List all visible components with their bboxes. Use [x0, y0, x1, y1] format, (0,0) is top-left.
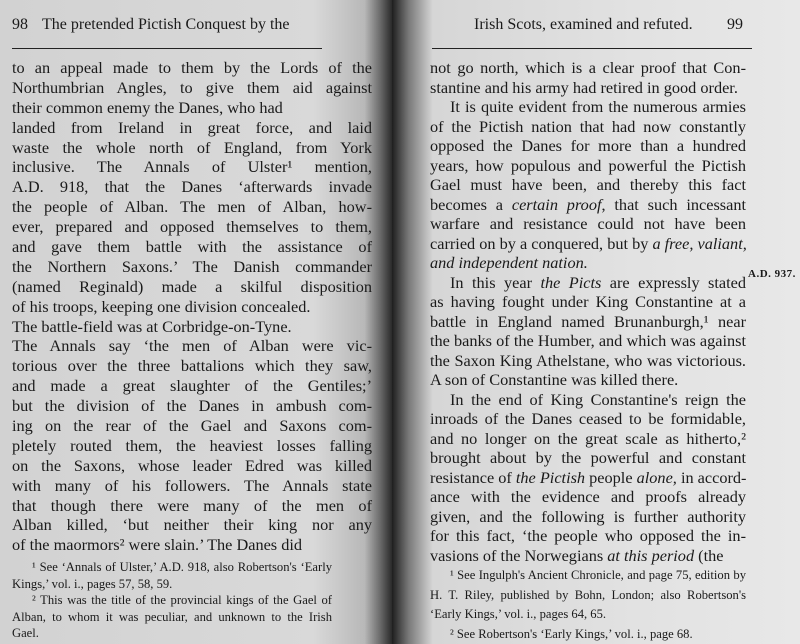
text-line — [12, 277, 372, 297]
italic-text: certain proof — [511, 194, 602, 214]
header-rule — [12, 48, 322, 49]
italic-text: at this period — [607, 545, 695, 565]
text-line — [12, 535, 372, 555]
text-segment: ance with the evidence and proofs already — [430, 487, 746, 506]
text-segment: and no longer on the great scale as hitherto,² — [430, 428, 746, 448]
running-head: The pretended Pictish Conquest by the — [42, 16, 290, 33]
text-line — [430, 526, 746, 546]
text-line — [430, 468, 746, 488]
text-segment: warfare and resistance could not have been — [430, 214, 746, 233]
text-line — [12, 436, 372, 456]
text-segment: that though there were many of the men of — [12, 495, 372, 515]
text-segment: given, and the following is further authority — [430, 506, 746, 526]
text-segment: the people of Alban. The men of Alban, how- — [12, 197, 372, 217]
text-segment: stantine and his army had retired in good order. — [430, 77, 738, 97]
text-segment: torious over the three battalions which they saw, — [12, 356, 372, 376]
text-line — [12, 496, 372, 516]
text-line — [430, 312, 746, 332]
body-text — [12, 58, 372, 555]
text-line — [12, 456, 372, 476]
text-segment: In this year — [450, 272, 541, 292]
text-segment: as having fought under King Constantine at a — [430, 292, 746, 311]
text-segment: A.D. 918, that the Danes ‘afterwards invade — [12, 177, 372, 197]
footnote-line: ¹ See Ingulph's Ancient Chronicle, and page 75, edition by — [450, 568, 746, 582]
text-segment: in accord- — [676, 467, 747, 487]
text-line — [430, 370, 746, 390]
text-line — [12, 297, 372, 317]
text-segment: with many of his followers. The Annals state — [12, 475, 372, 495]
text-line — [430, 214, 746, 234]
body-text — [430, 58, 746, 565]
text-line — [430, 409, 746, 429]
text-segment: their common enemy the Danes, who had — [12, 97, 283, 117]
left-page — [0, 0, 392, 644]
text-segment: vasions of the Norwegians — [430, 545, 608, 565]
text-line — [430, 117, 746, 137]
text-segment: and gave them battle with the assistance of — [12, 237, 372, 257]
text-segment: years, how populous and powerful the Pictish — [430, 155, 746, 175]
text-segment: for this fact, ‘the people who opposed the in- — [430, 526, 746, 545]
text-segment: of the maormors² were slain.’ The Danes did — [12, 535, 303, 555]
footnote-line: Alban, to whom it was peculiar, and unknown to the Irish — [12, 609, 332, 624]
text-line — [430, 78, 746, 98]
text-line — [12, 138, 372, 158]
text-segment: Alban killed, ‘but neither their king nor any — [12, 515, 372, 535]
text-segment: and made a great slaughter of the Gentiles;’ — [12, 376, 372, 396]
text-segment: becomes a — [430, 194, 512, 214]
footnotes — [430, 566, 746, 644]
text-segment: not go north, which is a clear proof that Con- — [430, 58, 746, 77]
footnote-line: ‘Early Kings,’ vol. i., pages 64, 65. — [430, 607, 607, 621]
text-line — [430, 390, 746, 410]
text-segment: but the division of the Danes in ambush com- — [12, 396, 372, 416]
text-line — [12, 416, 372, 436]
text-line — [430, 331, 746, 351]
text-segment: waste the whole north of England, from York — [12, 137, 372, 157]
footnote-line: ¹ See ‘Annals of Ulster,’ A.D. 918, also Robertson's ‘Early — [32, 560, 332, 574]
text-line — [430, 507, 746, 527]
text-segment: inclusive. The Annals of Ulster¹ mention, — [12, 157, 372, 177]
text-line — [12, 177, 372, 197]
text-line — [430, 195, 746, 215]
text-segment: landed from Ireland in great force, and laid — [12, 117, 372, 137]
text-segment: are expressly stated — [601, 272, 747, 292]
text-segment: Gael must have been, and thereby this fact — [430, 175, 746, 194]
text-line — [12, 356, 372, 376]
text-segment: on the Saxons, whose leader Edred was killed — [12, 455, 372, 475]
page-number: 98 — [12, 16, 28, 33]
text-segment: In the end of King Constantine's reign the — [450, 389, 746, 409]
text-segment: Northumbrian Angles, to give them aid against — [12, 77, 372, 97]
text-line — [12, 476, 372, 496]
running-head: Irish Scots, examined and refuted. — [474, 16, 693, 33]
footnote-line: Gael. — [12, 626, 39, 640]
margin-note: A.D. 937. — [748, 268, 796, 280]
text-segment: of his troops, keeping one division concealed. — [12, 296, 311, 316]
italic-text: a free, valiant, — [652, 233, 747, 253]
text-line — [12, 98, 372, 118]
text-line — [430, 273, 746, 293]
text-line — [430, 429, 746, 449]
text-segment: carried on by a conquered, but by — [430, 233, 653, 253]
italic-text: the Pictish — [515, 467, 586, 487]
text-segment: people — [585, 467, 637, 487]
footnote-line: ² See Robertson's ‘Early Kings,’ vol. i., page 68. — [450, 626, 693, 641]
right-page — [392, 0, 800, 644]
text-line — [430, 234, 746, 254]
text-line — [12, 118, 372, 138]
italic-text: and independent nation. — [430, 253, 588, 272]
italic-text: the Picts — [540, 272, 602, 292]
text-segment: ever, prepared and opposed themselves to them, — [12, 217, 372, 237]
text-line — [12, 515, 372, 535]
text-line — [12, 376, 372, 396]
text-segment: , that such incessant — [601, 194, 747, 214]
italic-text: alone, — [636, 467, 677, 487]
text-line — [12, 396, 372, 416]
text-segment: The Annals say ‘the men of Alban were vic- — [12, 336, 372, 356]
text-segment: ing on the rear of the Gael and Saxons com- — [12, 416, 372, 436]
text-line — [12, 237, 372, 257]
text-line — [12, 257, 372, 277]
footnote-line: Kings,’ vol. i., pages 57, 58, 59. — [12, 576, 173, 591]
text-segment: to an appeal made to them by the Lords of the — [12, 58, 372, 77]
text-segment: the Saxon King Athelstane, who was victorious. — [430, 350, 746, 370]
text-line — [12, 58, 372, 78]
text-line — [430, 292, 746, 312]
text-line — [430, 546, 746, 566]
text-segment: brought about by the powerful and constant — [430, 448, 746, 467]
text-line — [12, 157, 372, 177]
footnote-line: H. T. Riley, published by Bohn, London; also Robertson's — [430, 587, 746, 602]
text-line — [430, 156, 746, 176]
text-segment: The battle-field was at Corbridge-on-Tyne. — [12, 316, 292, 336]
text-line — [430, 136, 746, 156]
text-segment: battle in England named Brunanburgh,¹ near — [430, 311, 746, 331]
text-line — [12, 336, 372, 356]
page-number: 99 — [727, 16, 743, 33]
text-line — [430, 58, 746, 78]
text-segment: resistance of — [430, 467, 516, 487]
header-rule — [432, 48, 752, 49]
text-line — [430, 175, 746, 195]
text-line — [430, 253, 746, 273]
text-segment: the banks of the Humber, and which was against — [430, 331, 746, 350]
text-segment: It is quite evident from the numerous armies — [450, 97, 746, 116]
text-segment: of the Pictish nation that had now constantly — [430, 116, 746, 136]
text-line — [430, 448, 746, 468]
text-line — [12, 197, 372, 217]
text-segment: (the — [694, 545, 724, 565]
text-line — [12, 78, 372, 98]
text-segment: opposed the Danes for more than a hundred — [430, 136, 746, 155]
text-line — [430, 97, 746, 117]
text-segment: the Northern Saxons.’ The Danish commander — [12, 256, 372, 276]
text-segment: pletely routed them, the heaviest losses falling — [12, 435, 372, 455]
text-line — [430, 487, 746, 507]
text-segment: A son of Constantine was killed there. — [430, 370, 679, 389]
text-line — [430, 351, 746, 371]
text-segment: (named Reginald) made a skilful disposition — [12, 276, 372, 296]
text-line — [12, 217, 372, 237]
text-segment: inroads of the Danes ceased to be formidable, — [430, 409, 746, 428]
footnote-line: ² This was the title of the provincial kings of the Gael of — [32, 593, 332, 607]
text-line — [12, 317, 372, 337]
footnotes — [12, 559, 332, 642]
